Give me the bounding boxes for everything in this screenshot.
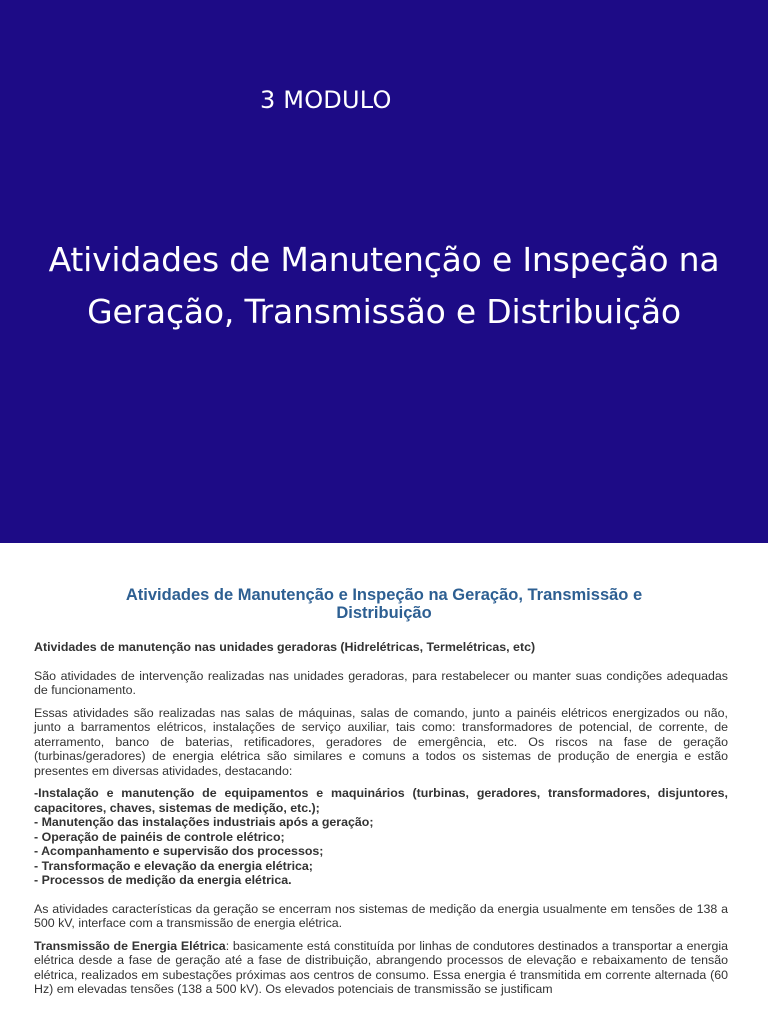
list-item: - Processos de medição da energia elétrica. xyxy=(34,873,292,887)
cover-title-line-1: Atividades de Manutenção e Inspeção na xyxy=(48,240,720,279)
document-heading-line-2: Distribuição xyxy=(336,604,432,622)
paragraph-4-text: : basicamente está constituída por linhas de condutores destinados a transportar a energia elétrica desde a fase de geração até a fase de distribuição, abrangendo processos de elevação e rebaixamento de tensão elétrica, realizados em subestações próximas aos centros de consumo. Essa energia é transmitida em corrente alternada (60 Hz) em elevadas tensões (138 a 500 kV). Os elevados potenciais de transmissão se justificam xyxy=(34,938,728,996)
cover-title xyxy=(0,234,768,338)
list-item: -Instalação e manutenção de equipamentos e maquinários (turbinas, geradores, transformadores, disjuntores, capacitores, chaves, sistemas de medição, etc.); xyxy=(34,786,728,815)
document-heading xyxy=(30,586,738,622)
list-item: - Acompanhamento e supervisão dos processos; xyxy=(34,844,324,858)
list-item: - Transformação e elevação da energia elétrica; xyxy=(34,858,313,873)
document-subtitle: Atividades de manutenção nas unidades geradoras (Hidrelétricas, Termelétricas, etc) xyxy=(34,640,536,654)
paragraph-3: As atividades características da geração se encerram nos sistemas de medição da energia usualmente em tensões de 138 a 500 kV, interface com a transmissão de energia elétrica. xyxy=(34,901,728,930)
document-slide xyxy=(0,543,768,1024)
cover-title-line-2: Geração, Transmissão e Distribuição xyxy=(87,292,681,331)
paragraph-4-lead: Transmissão de Energia Elétrica xyxy=(34,938,226,953)
module-label: 3 MODULO xyxy=(260,86,392,114)
paragraph-1: São atividades de intervenção realizadas nas unidades geradoras, para restabelecer ou manter suas condições adequadas de funcionamento. xyxy=(34,668,728,697)
paragraph-2: Essas atividades são realizadas nas salas de máquinas, salas de comando, junto a painéis elétricos energizados ou não, junto a barramentos elétricos, instalações de serviço auxiliar, tais como: transformadores de potencial, de corrente, de aterramento, banco de baterias, retificadores, geradores de emergência, etc. Os riscos na fase de geração (turbinas/geradores) de energia elétrica são similares e comuns a todos os sistemas de produção de energia e estão presentes em diversas atividades, destacando: xyxy=(34,705,728,778)
document-body xyxy=(34,640,728,1005)
document-heading-line-1: Atividades de Manutenção e Inspeção na Geração, Transmissão e xyxy=(125,586,643,604)
list-item: - Manutenção das instalações industriais após a geração; xyxy=(34,815,374,829)
list-item: - Operação de painéis de controle elétrico; xyxy=(34,829,285,844)
paragraph-4 xyxy=(34,939,728,997)
activity-list xyxy=(34,786,728,888)
